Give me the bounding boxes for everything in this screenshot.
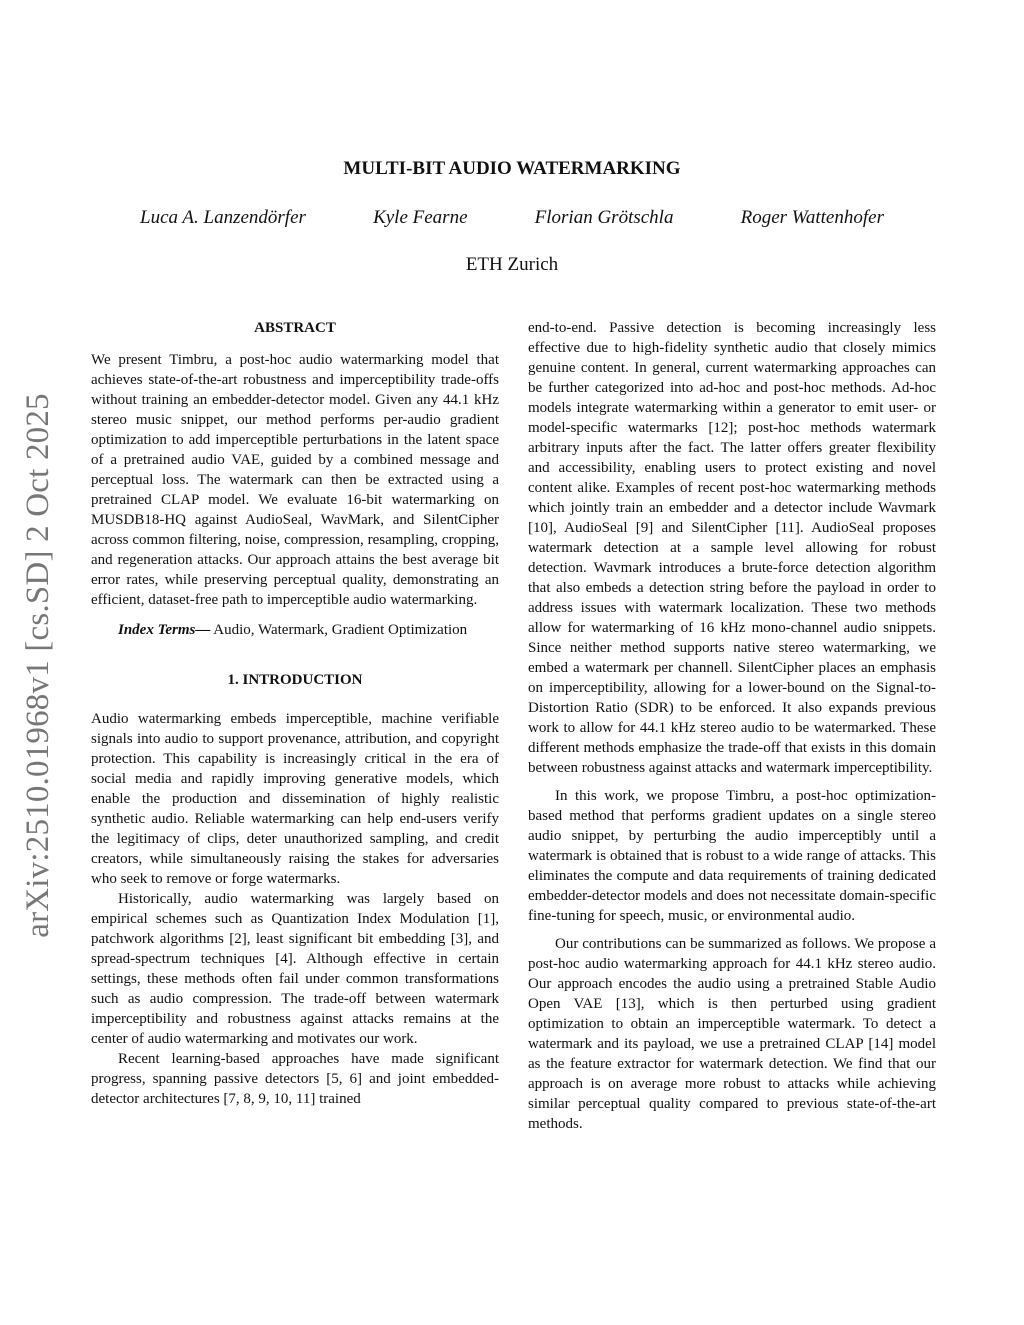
author-name: Kyle Fearne [373,207,468,228]
abstract-heading: ABSTRACT [254,320,336,336]
intro-paragraph-2: Historically, audio watermarking was largely based on empirical schemes such as Quantization Index Modulation [1], patchwork algorithms [2], least significant bit embedding [3], and spread-spectrum techniques [4]. Although effective in certain settings, these methods often fail under common transformations such as audio compression. The trade-off between watermark imperceptibility and robustness against attacks remains at the center of audio watermarking and motivates our work. [91,891,499,1047]
introduction-heading: 1. INTRODUCTION [227,672,363,688]
author-list [140,207,884,229]
author-name: Roger Wattenhofer [740,207,884,228]
intro-paragraph-4: In this work, we propose Timbru, a post-hoc optimization-based method that performs gradient updates on a single stereo audio snippet, by perturbing the audio imperceptibly until a watermark is obtained that is robust to a wide range of attacks. This eliminates the compute and data requirements of training dedicated embedder-detector models and does not necessitate domain-specific fine-tuning for speech, music, or environmental audio. [528,788,936,924]
index-terms-label: Index Terms— [118,622,211,638]
right-column [528,318,936,1134]
arxiv-identifier: arXiv:2510.01968v1 [cs.SD] 2 Oct 2025 [19,392,56,938]
intro-paragraph-1: Audio watermarking embeds imperceptible, machine verifiable signals into audio to support provenance, attribution, and copyright protection. This capability is increasingly critical in the era of social media and rapidly improving generative models, which enable the production and dissemination of highly realistic synthetic audio. Reliable watermarking can help end-users verify the legitimacy of clips, deter unauthorized sampling, and credit creators, while simultaneously raising the stakes for adversaries who seek to remove or forge watermarks. [91,711,499,887]
intro-paragraph-3-continued: end-to-end. Passive detection is becoming increasingly less effective due to high-fidelity synthetic audio that closely mimics genuine content. In general, current watermarking approaches can be further categorized into ad-hoc and post-hoc methods. Ad-hoc models integrate watermarking within a generator to emit user- or model-specific watermarks [12]; post-hoc methods watermark arbitrary inputs after the fact. The latter offers greater flexibility and accessibility, enabling users to protect existing and novel content alike. Examples of recent post-hoc watermarking methods which jointly train an embedder and a detector include Wavmark [10], AudioSeal [9] and SilentCipher [11]. AudioSeal proposes watermark detection at a sample level allowing for robust detection. Wavmark introduces a brute-force detection algorithm that also embeds a detection string before the payload in order to address issues with watermark localization. These two methods allow for watermarking of 16 kHz mono-channel audio snippets. Since neither method supports native stereo watermarking, we embed a watermark per channell. SilentCipher places an emphasis on imperceptibility, allowing for a lower-bound on the Signal-to-Distortion Ratio (SDR) to be enforced. It also expands previous work to allow for 44.1 kHz stereo audio to be watermarked. These different methods emphasize the trade-off that exists in this domain between robustness against attacks and watermark imperceptibility. [528,320,936,776]
arxiv-side-stamp [10,380,66,950]
intro-paragraph-5: Our contributions can be summarized as follows. We propose a post-hoc audio watermarking approach for 44.1 kHz stereo audio. Our approach encodes the audio using a pretrained Stable Audio Open VAE [13], which is then perturbed using gradient optimization to obtain an imperceptible watermark. To detect a watermark and its payload, we use a pretrained CLAP [14] model as the feature extractor for watermark detection. We find that our approach is on average more robust to attacks while achieving similar perceptual quality compared to previous state-of-the-art methods. [528,936,936,1132]
index-terms [91,620,499,640]
affiliation: ETH Zurich [465,254,559,275]
left-column [91,318,499,1109]
paper-title: MULTI-BIT AUDIO WATERMARKING [343,158,681,179]
author-name: Luca A. Lanzendörfer [140,207,306,228]
intro-paragraph-3: Recent learning-based approaches have made significant progress, spanning passive detectors [5, 6] and joint embedded-detector architectures [7, 8, 9, 10, 11] trained [91,1051,499,1107]
index-terms-text: Audio, Watermark, Gradient Optimization [210,622,468,638]
abstract-text: We present Timbru, a post-hoc audio watermarking model that achieves state-of-the-art robustness and imperceptibility trade-offs without training an embedder-detector model. Given any 44.1 kHz stereo music snippet, our method performs per-audio gradient optimization to add imperceptible perturbations in the latent space of a pretrained audio VAE, guided by a combined message and perceptual loss. The watermark can then be extracted using a pretrained CLAP model. We evaluate 16-bit watermarking on MUSDB18-HQ against AudioSeal, WavMark, and SilentCipher across common filtering, noise, compression, resampling, cropping, and regeneration attacks. Our approach attains the best average bit error rates, while preserving perceptual quality, demonstrating an efficient, dataset-free path to imperceptible audio watermarking. [91,352,499,608]
author-name: Florian Grötschla [534,207,674,228]
